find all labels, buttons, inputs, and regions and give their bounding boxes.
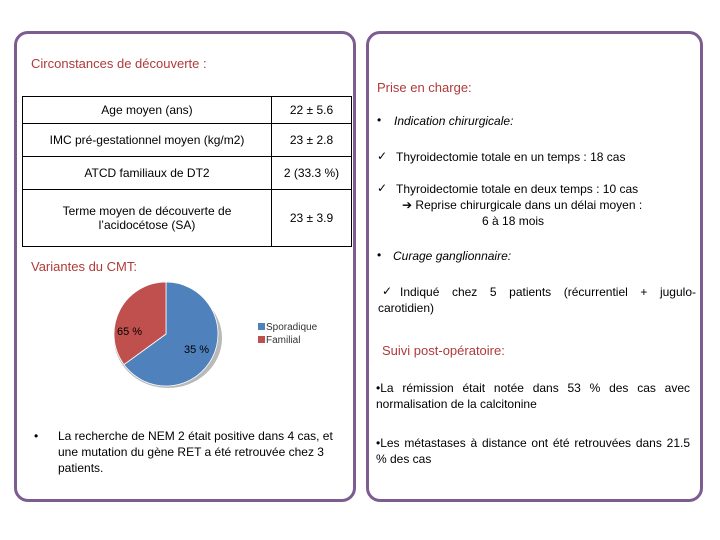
- variantes-title: Variantes du CMT:: [31, 259, 137, 274]
- table-cell-value: 23 ± 3.9: [272, 190, 352, 247]
- table-cell-value: 23 ± 2.8: [272, 124, 352, 157]
- curage-text: Curage ganglionnaire:: [393, 249, 512, 263]
- check-icon: ✓: [377, 149, 388, 163]
- prise-en-charge-title: Prise en charge:: [377, 80, 472, 95]
- nem2-text: La recherche de NEM 2 était positive dans 4 cas, et une mutation du gène RET a été retrouvée chez 3 patients.: [58, 429, 333, 475]
- check-icon: ✓: [377, 181, 388, 195]
- check2-line1: Thyroidectomie totale en deux temps : 10 cas: [396, 182, 639, 196]
- indication-bullet: •: [377, 113, 382, 127]
- left-bullet: •: [34, 429, 39, 443]
- table-cell-label: Terme moyen de découverte de l’acidocétose (SA): [23, 190, 272, 247]
- circonstances-title: Circonstances de découverte :: [31, 56, 207, 71]
- table-cell-value: 2 (33.3 %): [272, 157, 352, 190]
- check1-text: Thyroidectomie totale en un temps : 18 cas: [396, 150, 626, 164]
- table-cell-value: 22 ± 5.6: [272, 97, 352, 124]
- check2-line3: 6 à 18 mois: [482, 214, 545, 228]
- check-icon: ✓: [382, 284, 393, 298]
- suivi-title: Suivi post-opératoire:: [382, 343, 505, 358]
- legend-label-familial: Familial: [266, 335, 301, 346]
- table-row: [23, 157, 352, 190]
- table-row: [23, 124, 352, 157]
- table-row: [23, 190, 352, 247]
- indication-text: Indication chirurgicale:: [394, 114, 514, 128]
- suivi1-text: •La rémission était notée dans 53 % des cas avec normalisation de la calcitonine: [376, 381, 690, 411]
- check3-text: Indiqué chez 5 patients (récurrentiel + jugulo-carotidien): [378, 285, 696, 315]
- legend-swatch-sporadique: [258, 323, 265, 330]
- curage-bullet: •: [377, 248, 382, 262]
- arrow-icon: ➔: [402, 198, 413, 212]
- pie-label-35: 35 %: [184, 344, 210, 356]
- suivi2-text: •Les métastases à distance ont été retrouvées dans 21.5 % des cas: [376, 436, 690, 466]
- table-row: [23, 97, 352, 124]
- check2-line2: Reprise chirurgicale dans un délai moyen :: [415, 198, 643, 212]
- table-cell-label: Age moyen (ans): [23, 97, 272, 124]
- table-cell-label: IMC pré-gestationnel moyen (kg/m2): [23, 124, 272, 157]
- info-table: [22, 96, 352, 247]
- legend-swatch-familial: [258, 336, 265, 343]
- table-cell-label: ATCD familiaux de DT2: [23, 157, 272, 190]
- right-panel: [366, 31, 703, 502]
- pie-chart: [100, 280, 340, 400]
- pie-label-65: 65 %: [117, 326, 143, 338]
- legend-label-sporadique: Sporadique: [266, 322, 318, 333]
